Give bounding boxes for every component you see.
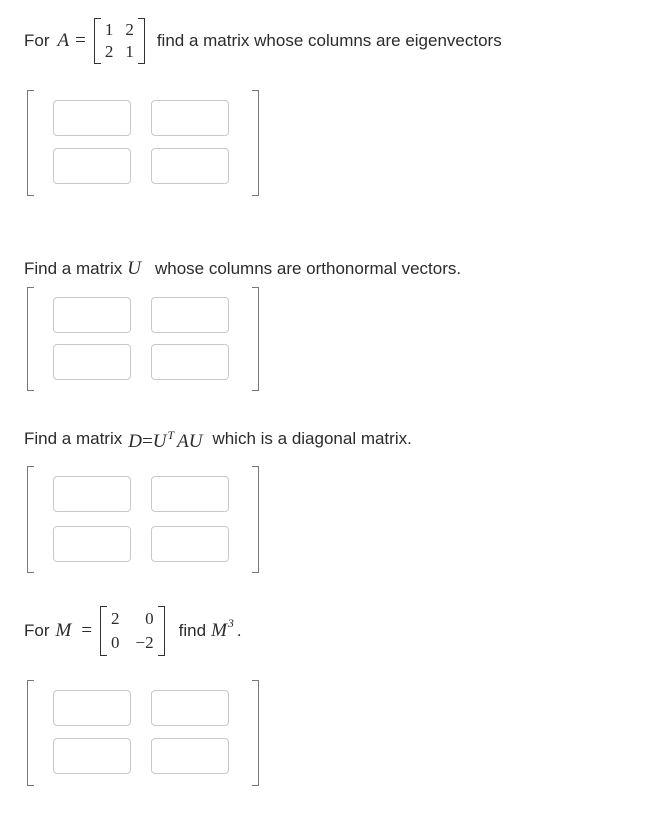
q1-eq: =: [75, 30, 86, 51]
q4-m12: 0: [145, 609, 154, 628]
answer-2-cell-r1c2[interactable]: [151, 297, 229, 333]
q3-formula-u: U: [152, 431, 167, 452]
answer-1-cell-r2c1[interactable]: [53, 148, 131, 184]
q4-given-matrix: [100, 606, 165, 656]
answer-matrix-1: [27, 90, 259, 196]
answer-matrix-3-right-bracket: [252, 466, 259, 573]
q1-var: A: [57, 30, 70, 51]
q1-prefix: For: [24, 31, 50, 50]
answer-3-cell-r2c1[interactable]: [53, 526, 131, 562]
answer-matrix-2-left-bracket: [27, 287, 34, 391]
answer-4-cell-r2c2[interactable]: [151, 738, 229, 774]
q3-formula-d: D: [128, 431, 142, 452]
answer-matrix-2: [27, 287, 259, 391]
answer-matrix-3-left-bracket: [27, 466, 34, 573]
q4-eq: =: [81, 620, 93, 641]
q2-var: U: [127, 258, 141, 279]
q3-text-before: Find a matrix: [24, 429, 123, 448]
q3-formula-t: T: [167, 428, 175, 442]
q4-power-base: M: [211, 620, 227, 641]
q1-given-matrix: [94, 18, 145, 64]
question-2-line: [24, 258, 461, 280]
answer-matrix-4: [27, 680, 259, 786]
answer-1-cell-r1c1[interactable]: [53, 100, 131, 136]
answer-1-cell-r1c2[interactable]: [151, 100, 229, 136]
q2-text-after: whose columns are orthonormal vectors.: [154, 259, 462, 278]
answer-2-cell-r1c1[interactable]: [53, 297, 131, 333]
q4-prefix: For: [24, 621, 50, 640]
q1-text: find a matrix whose columns are eigenvectors: [156, 31, 502, 50]
q4-m21: 0: [111, 633, 120, 652]
q4-find: find: [178, 621, 207, 640]
answer-4-cell-r1c2[interactable]: [151, 690, 229, 726]
answer-3-cell-r2c2[interactable]: [151, 526, 229, 562]
answer-3-cell-r1c2[interactable]: [151, 476, 229, 512]
q3-text-after: which is a diagonal matrix.: [212, 429, 412, 448]
answer-2-cell-r2c1[interactable]: [53, 344, 131, 380]
answer-3-cell-r1c1[interactable]: [53, 476, 131, 512]
answer-4-cell-r2c1[interactable]: [53, 738, 131, 774]
answer-matrix-4-right-bracket: [252, 680, 259, 786]
question-4-line: [24, 606, 242, 656]
answer-matrix-4-left-bracket: [27, 680, 34, 786]
q4-m11: 2: [111, 609, 120, 628]
q4-var: M: [55, 620, 72, 641]
q1-m22: 1: [125, 42, 134, 61]
question-3-line: [24, 428, 412, 450]
q3-formula: [128, 428, 203, 453]
answer-matrix-2-right-bracket: [252, 287, 259, 391]
answer-2-cell-r2c2[interactable]: [151, 344, 229, 380]
q3-formula-au: AU: [177, 431, 203, 452]
answer-4-cell-r1c1[interactable]: [53, 690, 131, 726]
q4-power-exp: 3: [227, 615, 234, 630]
question-1-line: [24, 18, 502, 64]
q1-m21: 2: [104, 42, 114, 61]
answer-1-cell-r2c2[interactable]: [151, 148, 229, 184]
q4-m22: −2: [135, 633, 154, 652]
answer-matrix-1-right-bracket: [252, 90, 259, 196]
q1-m12: 2: [125, 20, 134, 39]
answer-matrix-3: [27, 466, 259, 573]
q2-text-before: Find a matrix: [24, 259, 123, 278]
q1-m11: 1: [104, 20, 114, 39]
answer-matrix-1-left-bracket: [27, 90, 34, 196]
q4-period: .: [236, 621, 242, 640]
q3-formula-eq: =: [141, 431, 153, 452]
